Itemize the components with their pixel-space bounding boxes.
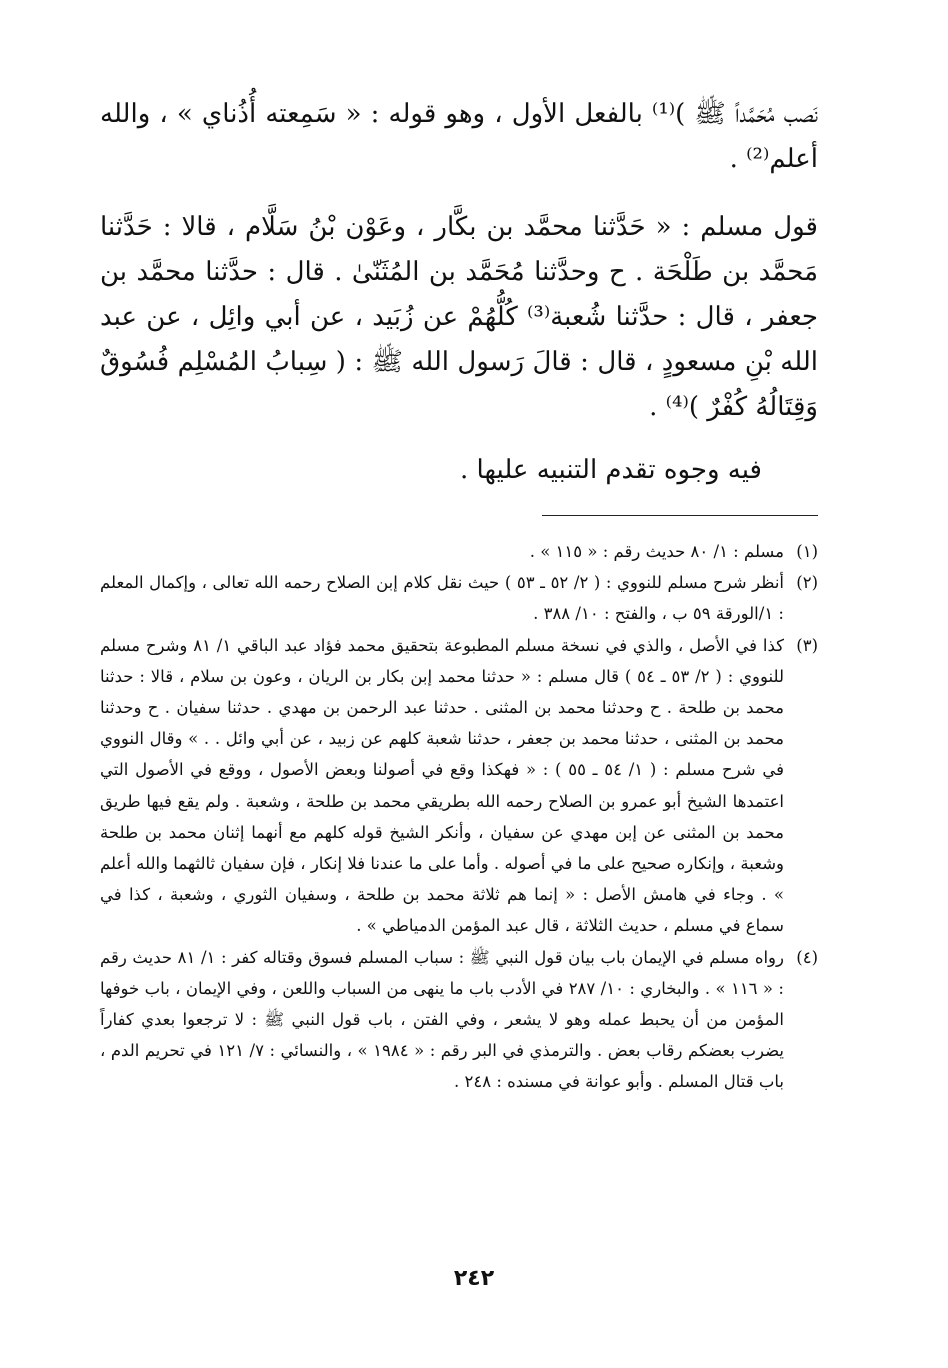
page-number: ٢٤٢ bbox=[453, 1266, 495, 1291]
paragraph-2: قول مسلم : « حَدَّثنا محمَّد بن بكَّار ، وعَوْن بْنُ سَلَّام ، قالا : حَدَّثنا مَحمَّد بن طَلْحَة . ح وحدَّثنا مُحَمَّد بن المُثَنّىٰ . قال : حدَّثنا محمَّد بن جعفر ، قال : حدَّثنا شُعبة⁽³⁾ كُلُّهُمْ عن زُبَيد ، عن أبي وائِل ، عن عبد الله بْنِ مسعودٍ ، قال : قالَ رَسول الله ﷺ : ( سِبابُ المُسْلِم فُسُوقٌ وَقِتَالُهُ كُفْرٌ )⁽⁴⁾ . bbox=[100, 212, 818, 422]
footnote-number: (٤) bbox=[796, 947, 818, 967]
footnote-1 bbox=[100, 536, 818, 567]
main-text bbox=[100, 92, 818, 493]
footnote-text: أنظر شرح مسلم للنووي : ( ٢/ ٥٢ ـ ٥٣ ) حيث نقل كلام إبن الصلاح رحمه الله تعالى ، وإكمال المعلم : ١/الورقة ٥٩ ب ، والفتح : ١٠/ ٣٨٨ . bbox=[100, 573, 785, 624]
footnote-2 bbox=[100, 567, 818, 629]
paragraph-3: فيه وجوه تقدم التنبيه عليها . bbox=[460, 455, 762, 485]
footnote-number: (٣) bbox=[796, 635, 818, 655]
paragraph-1: نَصب مُحَمَّداً ﷺ )⁽¹⁾ بالفعل الأول ، وهو قوله : « سَمِعته أُذُناي » ، والله أعلم⁽²⁾ . bbox=[100, 99, 818, 174]
footnote-4 bbox=[100, 942, 818, 1098]
footnote-number: (١) bbox=[796, 542, 818, 561]
footnote-number: (٢) bbox=[796, 573, 818, 593]
footnote-3 bbox=[100, 630, 818, 942]
footnotes bbox=[100, 536, 818, 1098]
footnote-text: رواه مسلم في الإيمان باب بيان قول النبي ﷺ : سباب المسلم فسوق وقتاله كفر : ١/ ٨١ حديث رقم : « ١١٦ » . والبخاري : ١٠/ ٢٨٧ في الأدب باب ما ينهى من السباب واللعن ، وفي الإيمان ، باب خوفها المؤمن من أن يحبط عمله وهو لا يشعر ، وفي الفتن ، باب قول النبي ﷺ : لا ترجعوا بعدي كفاراً يضرب بعضكم رقاب بعض . والترمذي في البر رقم : « ١٩٨٤ » ، والنسائي : ٧/ ١٢١ في تحريم الدم ، باب قتال المسلم . وأبو عوانة في مسنده : ٢٤٨ . bbox=[100, 947, 785, 1092]
footnote-text: مسلم : ١/ ٨٠ حديث رقم : « ١١٥ » . bbox=[529, 542, 784, 561]
book-page bbox=[100, 92, 818, 1098]
footnote-divider bbox=[542, 515, 818, 516]
footnote-text: كذا في الأصل ، والذي في نسخة مسلم المطبوعة بتحقيق محمد فؤاد عبد الباقي ١/ ٨١ وشرح مسلم للنووي : ( ٢/ ٥٣ ـ ٥٤ ) قال مسلم : « حدثنا محمد إبن بكار بن الريان ، وعون بن سلام ، قالا : حدثنا محمد بن طلحة . ح وحدثنا محمد بن المثنى . حدثنا عبد الرحمن بن مهدي . حدثنا سفيان . ح وحدثنا محمد بن المثنى ، حدثنا محمد بن جعفر ، حدثنا شعبة كلهم عن زبيد ، عن أبي وائل . . » وقال النووي في شرح مسلم : ( ١/ ٥٤ ـ ٥٥ ) : « فهكذا وقع في أصولنا وبعض الأصول ، ووقع في الأصول التي اعتمدها الشيخ أبو عمرو بن الصلاح رحمه الله بطريقي محمد بن طلحة ، وشعبة . ولم يقع فيها طريق محمد بن المثنى عن إبن مهدي عن سفيان ، وأنكر الشيخ قوله كلهم مع أنهما إثنان محمد بن طلحة وشعبة ، وإنكاره صحيح على ما في أصوله . وأما على ما عندنا فلا إنكار ، فإن سفيان ثالثهما والله أعلم » . وجاء في هامش الأصل : « إنما هم ثلاثة محمد بن طلحة ، وسفيان الثوري ، وشعبة ، كذا في سماع في مسلم ، حديث الثلاثة ، قال عبد المؤمن الدمياطي » . bbox=[100, 635, 785, 936]
